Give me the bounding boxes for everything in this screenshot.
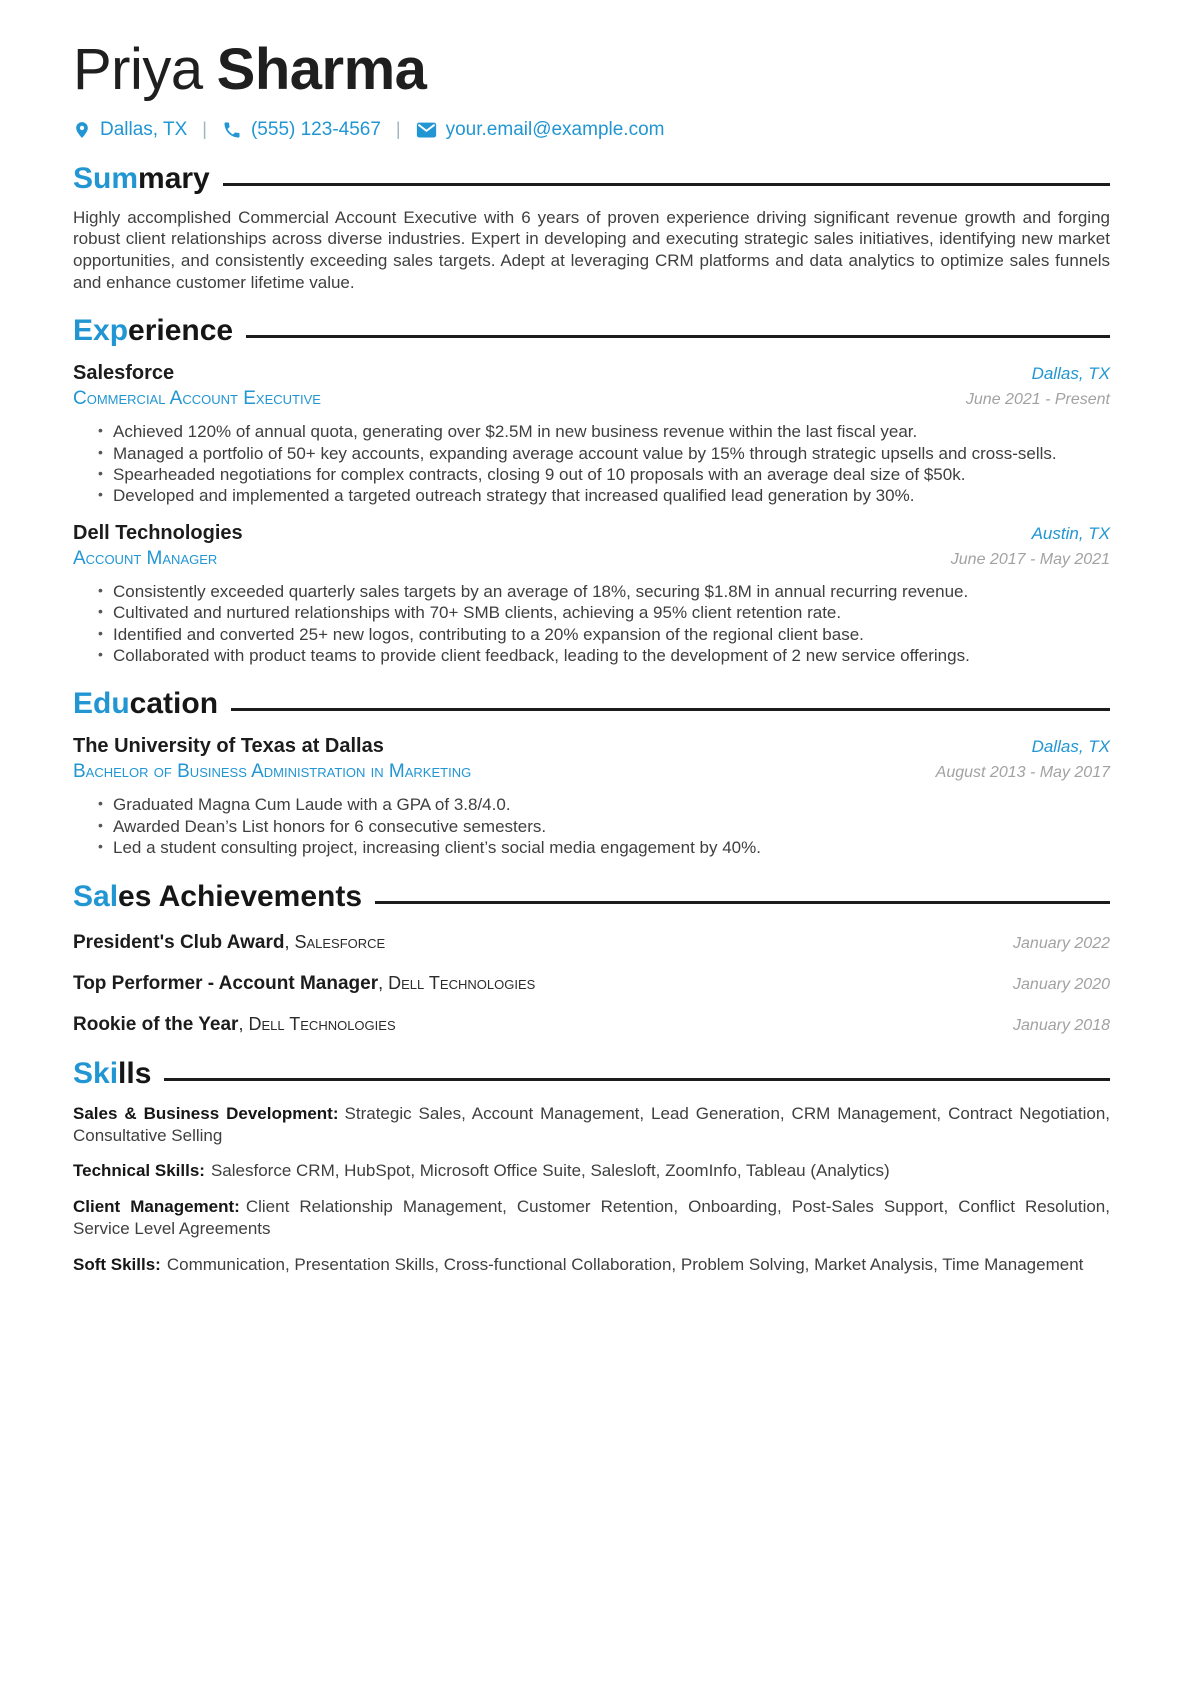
- phone-text: (555) 123-4567: [250, 118, 381, 140]
- title-accent: Sum: [73, 161, 139, 195]
- heading-rule: [231, 708, 1110, 711]
- contact-divider: |: [202, 119, 207, 140]
- section-heading: [73, 880, 1110, 913]
- section-title: [73, 162, 210, 195]
- skill-values: Strategic Sales, Account Management, Lead Generation, CRM Management, Contract Negotiation, Consultative Selling: [73, 1103, 1111, 1145]
- person-name: [73, 37, 1110, 102]
- skill-line: [73, 1160, 1110, 1182]
- heading-rule: [164, 1078, 1110, 1081]
- achievement-text: [73, 1014, 396, 1036]
- achievement-title: Top Performer - Account Manager: [73, 972, 379, 994]
- skill-values: Salesforce CRM, HubSpot, Microsoft Office Suite, Salesloft, ZoomInfo, Tableau (Analytics): [210, 1161, 890, 1181]
- contact-divider: |: [395, 119, 401, 140]
- title-accent: Sal: [73, 879, 119, 913]
- title-rest: mary: [138, 161, 210, 195]
- title-rest: es Achievements: [118, 879, 363, 913]
- skill-values: Client Relationship Management, Customer Retention, Onboarding, Post-Sales Support, Conflict Resolution, Service Level Agreements: [73, 1196, 1110, 1239]
- section-experience: [73, 314, 1110, 666]
- school-location: Dallas, TX: [1031, 737, 1110, 757]
- bullet: • Spearheaded negotiations for complex contracts, closing 9 out of 10 proposals with an average deal size of $50k.: [113, 465, 1110, 485]
- contact-email[interactable]: [416, 119, 665, 141]
- job-title: Account Manager: [73, 547, 218, 569]
- skill-line: [73, 1196, 1110, 1241]
- skill-line: [73, 1254, 1110, 1276]
- company-name: Salesforce: [73, 362, 175, 385]
- bullet: • Achieved 120% of annual quota, generating over $2.5M in new business revenue within the last fiscal year.: [113, 422, 1110, 442]
- title-rest: cation: [129, 687, 219, 721]
- achievement-title: Rookie of the Year: [73, 1013, 239, 1035]
- job-location: Austin, TX: [1031, 523, 1110, 543]
- bullet: • Managed a portfolio of 50+ key accounts, expanding average account value by 15% through strategic upsells and cross-sells.: [113, 444, 1110, 464]
- section-title: [73, 687, 218, 720]
- skill-category: Technical Skills:: [73, 1161, 205, 1181]
- contact-row: [73, 119, 1110, 141]
- achievement-date: January 2022: [1013, 934, 1110, 952]
- envelope-icon: [416, 121, 437, 139]
- bullet: • Identified and converted 25+ new logos, contributing to a 20% expansion of the regional client base.: [113, 625, 1110, 645]
- section-heading: [73, 1057, 1110, 1090]
- achievement-org: Salesforce: [294, 931, 386, 952]
- last-name: Sharma: [216, 37, 427, 102]
- achievement-text: [73, 932, 385, 954]
- achievement-row: [73, 973, 1110, 995]
- skill-values: Communication, Presentation Skills, Cross-functional Collaboration, Problem Solving, Market Analysis, Time Management: [166, 1254, 1084, 1274]
- bullet: • Consistently exceeded quarterly sales targets by an average of 18%, securing $1.8M in annual recurring revenue.: [113, 582, 1110, 602]
- achievement-title: President's Club Award: [73, 931, 285, 953]
- achievement-date: January 2018: [1013, 1016, 1110, 1034]
- achievement-row: [73, 1014, 1110, 1036]
- bullet: • Graduated Magna Cum Laude with a GPA of 3.8/4.0.: [113, 795, 1110, 815]
- section-title: [73, 1057, 151, 1090]
- achievement-text: [73, 973, 535, 995]
- job-dates: June 2021 - Present: [965, 391, 1110, 409]
- achievement-org: Dell Technologies: [248, 1013, 396, 1034]
- title-rest: erience: [128, 314, 234, 348]
- experience-entry: [73, 362, 1110, 507]
- section-title: [73, 880, 362, 913]
- experience-entry: [73, 522, 1110, 667]
- achievement-date: January 2020: [1013, 975, 1110, 993]
- education-dates: August 2013 - May 2017: [935, 764, 1110, 782]
- achievement-separator: ,: [284, 931, 295, 952]
- section-heading: [73, 314, 1110, 347]
- achievement-org: Dell Technologies: [388, 972, 536, 993]
- heading-rule: [223, 183, 1110, 186]
- summary-text: Highly accomplished Commercial Account Executive with 6 years of proven experience driving significant revenue growth and forging robust client relationships across diverse industries. Expert in developing and executing strategic sales initiatives, identifying new market opportunities, and consistently exceeding sales targets. Adept at leveraging CRM platforms and data analytics to optimize sales funnels and enhance customer lifetime value.: [73, 207, 1110, 292]
- education-entry: [73, 735, 1110, 858]
- bullet: • Cultivated and nurtured relationships with 70+ SMB clients, achieving a 95% client retention rate.: [113, 603, 1110, 623]
- degree-name: Bachelor of Business Administration in Marketing: [73, 761, 472, 783]
- achievement-separator: ,: [238, 1013, 249, 1034]
- title-rest: lls: [118, 1056, 152, 1090]
- email-text: your.email@example.com: [445, 118, 665, 140]
- section-achievements: [73, 880, 1110, 1036]
- job-dates: June 2017 - May 2021: [950, 550, 1110, 568]
- title-accent: Ski: [73, 1056, 119, 1090]
- bullet: • Awarded Dean’s List honors for 6 consecutive semesters.: [113, 817, 1110, 837]
- title-accent: Edu: [73, 687, 130, 721]
- bullet-list: [73, 422, 1110, 507]
- section-skills: [73, 1057, 1110, 1277]
- title-accent: Exp: [73, 314, 129, 348]
- school-name: The University of Texas at Dallas: [73, 735, 384, 758]
- contact-phone[interactable]: [222, 119, 381, 141]
- bullet: • Collaborated with product teams to provide client feedback, leading to the development of 2 new service offerings.: [113, 646, 1110, 666]
- bullet-list: [73, 582, 1110, 667]
- job-location: Dallas, TX: [1031, 364, 1110, 384]
- phone-icon: [222, 120, 242, 140]
- section-heading: [73, 687, 1110, 720]
- location-pin-icon: [73, 119, 91, 141]
- company-name: Dell Technologies: [73, 521, 243, 544]
- achievement-row: [73, 932, 1110, 954]
- heading-rule: [375, 901, 1110, 904]
- location-text: Dallas, TX: [100, 118, 188, 140]
- bullet: • Led a student consulting project, increasing client’s social media engagement by 40%.: [113, 838, 1110, 858]
- first-name: Priya: [73, 37, 203, 102]
- skill-line: [73, 1103, 1110, 1148]
- bullet-list: [73, 795, 1110, 858]
- section-title: [73, 314, 233, 347]
- heading-rule: [246, 335, 1110, 338]
- job-title: Commercial Account Executive: [73, 388, 321, 410]
- section-heading: [73, 162, 1110, 195]
- section-education: [73, 687, 1110, 858]
- achievement-separator: ,: [378, 972, 389, 993]
- bullet: • Developed and implemented a targeted outreach strategy that increased qualified lead generation by 30%.: [113, 486, 1110, 506]
- skill-category: Client Management:: [73, 1196, 240, 1216]
- contact-location: [73, 119, 187, 141]
- skill-category: Sales & Business Development:: [73, 1103, 339, 1123]
- skill-category: Soft Skills:: [73, 1254, 161, 1274]
- section-summary: [73, 162, 1110, 293]
